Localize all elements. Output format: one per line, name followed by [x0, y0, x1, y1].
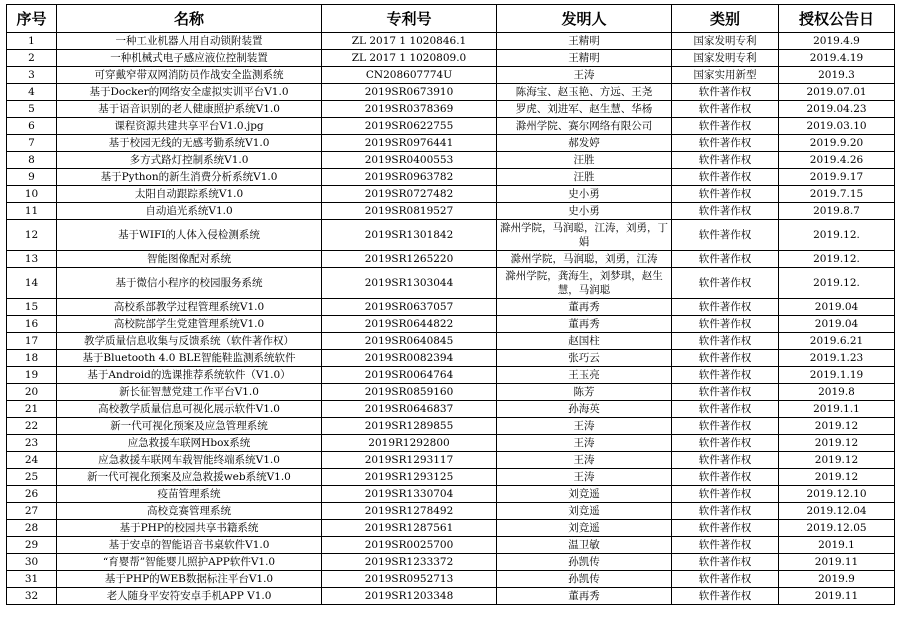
cell-patent: 2019SR1330704	[322, 486, 497, 503]
cell-patent: 2019SR0400553	[322, 152, 497, 169]
cell-inventor: 刘竞遥	[497, 520, 672, 537]
cell-patent: 2019SR1303044	[322, 268, 497, 299]
cell-patent: 2019SR0673910	[322, 84, 497, 101]
cell-no: 3	[7, 67, 57, 84]
cell-date: 2019.4.9	[779, 33, 895, 50]
cell-date: 2019.11	[779, 588, 895, 605]
cell-name: 基于安卓的智能语音书桌软件V1.0	[57, 537, 322, 554]
cell-inventor: 王涛	[497, 469, 672, 486]
cell-category: 软件著作权	[672, 299, 779, 316]
table-row	[7, 268, 895, 299]
cell-inventor: 陈芳	[497, 384, 672, 401]
cell-inventor: 张巧云	[497, 350, 672, 367]
cell-no: 17	[7, 333, 57, 350]
cell-category: 软件著作权	[672, 367, 779, 384]
table-row	[7, 384, 895, 401]
cell-inventor: 董再秀	[497, 316, 672, 333]
cell-date: 2019.12.	[779, 268, 895, 299]
cell-inventor: 滁州学院，马润聪，刘勇，江涛	[497, 251, 672, 268]
table-row	[7, 333, 895, 350]
cell-inventor: 刘竞遥	[497, 503, 672, 520]
cell-name: 高校教学质量信息可视化展示软件V1.0	[57, 401, 322, 418]
cell-patent: 2019SR1203348	[322, 588, 497, 605]
table-row	[7, 101, 895, 118]
cell-date: 2019.04	[779, 299, 895, 316]
cell-category: 软件著作权	[672, 469, 779, 486]
cell-no: 7	[7, 135, 57, 152]
cell-inventor: 孙海英	[497, 401, 672, 418]
cell-category: 软件著作权	[672, 203, 779, 220]
table-row	[7, 520, 895, 537]
cell-category: 软件著作权	[672, 520, 779, 537]
cell-patent: 2019SR1289855	[322, 418, 497, 435]
cell-name: 新一代可视化预案及应急救援web系统V1.0	[57, 469, 322, 486]
header-patent: 专利号	[322, 5, 497, 33]
cell-no: 29	[7, 537, 57, 554]
table-row	[7, 418, 895, 435]
cell-no: 15	[7, 299, 57, 316]
cell-inventor: 滁州学院、赛尔网络有限公司	[497, 118, 672, 135]
cell-name: 应急救援车联网车载智能终端系统V1.0	[57, 452, 322, 469]
cell-category: 软件著作权	[672, 101, 779, 118]
table-row	[7, 486, 895, 503]
table-row	[7, 435, 895, 452]
cell-date: 2019.12.	[779, 220, 895, 251]
table-row	[7, 152, 895, 169]
cell-no: 19	[7, 367, 57, 384]
cell-inventor: 王涛	[497, 452, 672, 469]
cell-inventor: 王玉亮	[497, 367, 672, 384]
cell-category: 软件著作权	[672, 268, 779, 299]
cell-name: 新一代可视化预案及应急管理系统	[57, 418, 322, 435]
cell-patent: 2019SR0859160	[322, 384, 497, 401]
cell-no: 6	[7, 118, 57, 135]
cell-category: 软件著作权	[672, 418, 779, 435]
cell-category: 软件著作权	[672, 84, 779, 101]
cell-category: 软件著作权	[672, 384, 779, 401]
table-row	[7, 299, 895, 316]
cell-patent: 2019SR0025700	[322, 537, 497, 554]
cell-name: 一种机械式电子感应液位控制装置	[57, 50, 322, 67]
cell-inventor: 孙凯传	[497, 571, 672, 588]
cell-date: 2019.07.01	[779, 84, 895, 101]
cell-name: 基于微信小程序的校园服务系统	[57, 268, 322, 299]
cell-no: 28	[7, 520, 57, 537]
cell-inventor: 温卫敏	[497, 537, 672, 554]
cell-inventor: 汪胜	[497, 152, 672, 169]
cell-patent: 2019SR1301842	[322, 220, 497, 251]
cell-name: 基于PHP的WEB数据标注平台V1.0	[57, 571, 322, 588]
cell-date: 2019.1	[779, 537, 895, 554]
cell-patent: 2019SR0637057	[322, 299, 497, 316]
cell-patent: 2019SR0727482	[322, 186, 497, 203]
cell-name: 可穿戴窄带双网消防员作战安全监测系统	[57, 67, 322, 84]
cell-patent: ZL 2017 1 1020809.0	[322, 50, 497, 67]
cell-category: 软件著作权	[672, 169, 779, 186]
table-row	[7, 316, 895, 333]
cell-name: 太阳自动跟踪系统V1.0	[57, 186, 322, 203]
cell-category: 国家发明专利	[672, 33, 779, 50]
cell-no: 30	[7, 554, 57, 571]
cell-date: 2019.8	[779, 384, 895, 401]
cell-no: 25	[7, 469, 57, 486]
cell-category: 软件著作权	[672, 452, 779, 469]
cell-date: 2019.4.26	[779, 152, 895, 169]
cell-no: 31	[7, 571, 57, 588]
cell-date: 2019.12	[779, 418, 895, 435]
cell-date: 2019.12.05	[779, 520, 895, 537]
cell-category: 软件著作权	[672, 135, 779, 152]
cell-category: 国家发明专利	[672, 50, 779, 67]
cell-inventor: 孙凯传	[497, 554, 672, 571]
cell-patent: 2019SR0819527	[322, 203, 497, 220]
cell-patent: 2019SR0064764	[322, 367, 497, 384]
cell-patent: 2019SR0082394	[322, 350, 497, 367]
cell-name: 疫苗管理系统	[57, 486, 322, 503]
cell-name: 教学质量信息收集与反馈系统（软件著作权）	[57, 333, 322, 350]
cell-name: 基于Bluetooth 4.0 BLE智能鞋监测系统软件	[57, 350, 322, 367]
cell-no: 9	[7, 169, 57, 186]
cell-category: 软件著作权	[672, 588, 779, 605]
cell-date: 2019.12	[779, 452, 895, 469]
cell-date: 2019.03.10	[779, 118, 895, 135]
cell-name: 基于Docker的网络安全虚拟实训平台V1.0	[57, 84, 322, 101]
cell-patent: 2019SR1233372	[322, 554, 497, 571]
cell-name: “育婴帮”智能婴儿照护APP软件V1.0	[57, 554, 322, 571]
cell-inventor: 王涛	[497, 435, 672, 452]
table-row	[7, 588, 895, 605]
cell-no: 16	[7, 316, 57, 333]
cell-no: 5	[7, 101, 57, 118]
table-row	[7, 169, 895, 186]
cell-inventor: 史小勇	[497, 203, 672, 220]
table-row	[7, 571, 895, 588]
cell-patent: 2019SR1265220	[322, 251, 497, 268]
cell-patent: 2019SR0646837	[322, 401, 497, 418]
cell-date: 2019.12	[779, 469, 895, 486]
cell-no: 21	[7, 401, 57, 418]
cell-inventor: 滁州学院，龚海生，刘梦琪，赵生慧，马润聪	[497, 268, 672, 299]
cell-name: 基于校园无线的无感考勤系统V1.0	[57, 135, 322, 152]
cell-inventor: 罗虎、刘进军、赵生慧、华杨	[497, 101, 672, 118]
cell-category: 软件著作权	[672, 435, 779, 452]
cell-no: 14	[7, 268, 57, 299]
cell-no: 10	[7, 186, 57, 203]
cell-date: 2019.04.23	[779, 101, 895, 118]
cell-patent: ZL 2017 1 1020846.1	[322, 33, 497, 50]
cell-date: 2019.9.17	[779, 169, 895, 186]
cell-category: 国家实用新型	[672, 67, 779, 84]
cell-date: 2019.1.1	[779, 401, 895, 418]
cell-date: 2019.12.10	[779, 486, 895, 503]
table-row	[7, 118, 895, 135]
cell-date: 2019.3	[779, 67, 895, 84]
cell-no: 12	[7, 220, 57, 251]
cell-name: 智能图像配对系统	[57, 251, 322, 268]
cell-name: 应急救援车联网Hbox系统	[57, 435, 322, 452]
cell-no: 22	[7, 418, 57, 435]
cell-inventor: 汪胜	[497, 169, 672, 186]
cell-category: 软件著作权	[672, 152, 779, 169]
cell-inventor: 王涛	[497, 418, 672, 435]
cell-patent: 2019SR1278492	[322, 503, 497, 520]
cell-patent: 2019SR1293117	[322, 452, 497, 469]
table-row	[7, 554, 895, 571]
cell-patent: 2019R1292800	[322, 435, 497, 452]
cell-no: 24	[7, 452, 57, 469]
table-row	[7, 135, 895, 152]
cell-patent: 2019SR1287561	[322, 520, 497, 537]
cell-name: 高校院部学生党建管理系统V1.0	[57, 316, 322, 333]
table-row	[7, 350, 895, 367]
cell-patent: 2019SR0622755	[322, 118, 497, 135]
table-row	[7, 469, 895, 486]
cell-date: 2019.4.19	[779, 50, 895, 67]
cell-date: 2019.8.7	[779, 203, 895, 220]
cell-patent: 2019SR0640845	[322, 333, 497, 350]
cell-date: 2019.7.15	[779, 186, 895, 203]
cell-category: 软件著作权	[672, 118, 779, 135]
cell-inventor: 王精明	[497, 50, 672, 67]
cell-inventor: 董再秀	[497, 299, 672, 316]
cell-date: 2019.1.19	[779, 367, 895, 384]
cell-inventor: 王涛	[497, 67, 672, 84]
table-row	[7, 84, 895, 101]
cell-no: 20	[7, 384, 57, 401]
cell-no: 26	[7, 486, 57, 503]
table-row	[7, 33, 895, 50]
cell-name: 基于PHP的校园共享书籍系统	[57, 520, 322, 537]
cell-name: 自动追光系统V1.0	[57, 203, 322, 220]
patent-table	[6, 4, 895, 605]
cell-date: 2019.9	[779, 571, 895, 588]
cell-date: 2019.12	[779, 435, 895, 452]
header-date: 授权公告日	[779, 5, 895, 33]
table-row	[7, 401, 895, 418]
table-row	[7, 537, 895, 554]
cell-name: 一种工业机器人用自动锁附装置	[57, 33, 322, 50]
header-no: 序号	[7, 5, 57, 33]
cell-category: 软件著作权	[672, 350, 779, 367]
cell-category: 软件著作权	[672, 186, 779, 203]
cell-inventor: 王精明	[497, 33, 672, 50]
cell-category: 软件著作权	[672, 401, 779, 418]
cell-category: 软件著作权	[672, 486, 779, 503]
cell-inventor: 郝发婷	[497, 135, 672, 152]
table-row	[7, 251, 895, 268]
cell-category: 软件著作权	[672, 554, 779, 571]
cell-date: 2019.12.04	[779, 503, 895, 520]
header-name: 名称	[57, 5, 322, 33]
cell-no: 4	[7, 84, 57, 101]
cell-no: 8	[7, 152, 57, 169]
cell-category: 软件著作权	[672, 503, 779, 520]
cell-inventor: 赵国柱	[497, 333, 672, 350]
cell-no: 32	[7, 588, 57, 605]
cell-no: 2	[7, 50, 57, 67]
cell-inventor: 史小勇	[497, 186, 672, 203]
cell-date: 2019.04	[779, 316, 895, 333]
cell-date: 2019.1.23	[779, 350, 895, 367]
cell-date: 2019.12.	[779, 251, 895, 268]
header-category: 类别	[672, 5, 779, 33]
cell-patent: 2019SR0952713	[322, 571, 497, 588]
cell-no: 27	[7, 503, 57, 520]
cell-inventor: 董再秀	[497, 588, 672, 605]
cell-name: 基于Android的选课推荐系统软件（V1.0）	[57, 367, 322, 384]
cell-no: 11	[7, 203, 57, 220]
cell-category: 软件著作权	[672, 333, 779, 350]
table-row	[7, 203, 895, 220]
table-header-row	[7, 5, 895, 33]
cell-category: 软件著作权	[672, 251, 779, 268]
table-row	[7, 67, 895, 84]
cell-no: 13	[7, 251, 57, 268]
cell-name: 基于Python的新生消费分析系统V1.0	[57, 169, 322, 186]
cell-name: 基于语音识别的老人健康照护系统V1.0	[57, 101, 322, 118]
header-inventor: 发明人	[497, 5, 672, 33]
table-row	[7, 50, 895, 67]
cell-patent: CN208607774U	[322, 67, 497, 84]
table-row	[7, 220, 895, 251]
table-row	[7, 452, 895, 469]
cell-category: 软件著作权	[672, 220, 779, 251]
cell-name: 课程资源共建共享平台V1.0.jpg	[57, 118, 322, 135]
table-row	[7, 367, 895, 384]
cell-name: 新长征智慧党建工作平台V1.0	[57, 384, 322, 401]
cell-patent: 2019SR0378369	[322, 101, 497, 118]
table-row	[7, 503, 895, 520]
cell-name: 基于WIFI的人体入侵检测系统	[57, 220, 322, 251]
cell-date: 2019.6.21	[779, 333, 895, 350]
cell-patent: 2019SR0963782	[322, 169, 497, 186]
cell-patent: 2019SR0976441	[322, 135, 497, 152]
cell-name: 高校系部教学过程管理系统V1.0	[57, 299, 322, 316]
cell-category: 软件著作权	[672, 537, 779, 554]
cell-date: 2019.9.20	[779, 135, 895, 152]
cell-name: 高校竞赛管理系统	[57, 503, 322, 520]
cell-category: 软件著作权	[672, 571, 779, 588]
cell-inventor: 陈海宝、赵玉艳、方远、王尧	[497, 84, 672, 101]
cell-no: 1	[7, 33, 57, 50]
cell-inventor: 滁州学院，马润聪，江涛，刘勇，丁娟	[497, 220, 672, 251]
cell-patent: 2019SR1293125	[322, 469, 497, 486]
table-body	[7, 33, 895, 605]
cell-date: 2019.11	[779, 554, 895, 571]
cell-patent: 2019SR0644822	[322, 316, 497, 333]
cell-no: 23	[7, 435, 57, 452]
cell-name: 老人随身平安符安卓手机APP V1.0	[57, 588, 322, 605]
cell-category: 软件著作权	[672, 316, 779, 333]
cell-no: 18	[7, 350, 57, 367]
cell-inventor: 刘竞遥	[497, 486, 672, 503]
cell-name: 多方式路灯控制系统V1.0	[57, 152, 322, 169]
table-row	[7, 186, 895, 203]
